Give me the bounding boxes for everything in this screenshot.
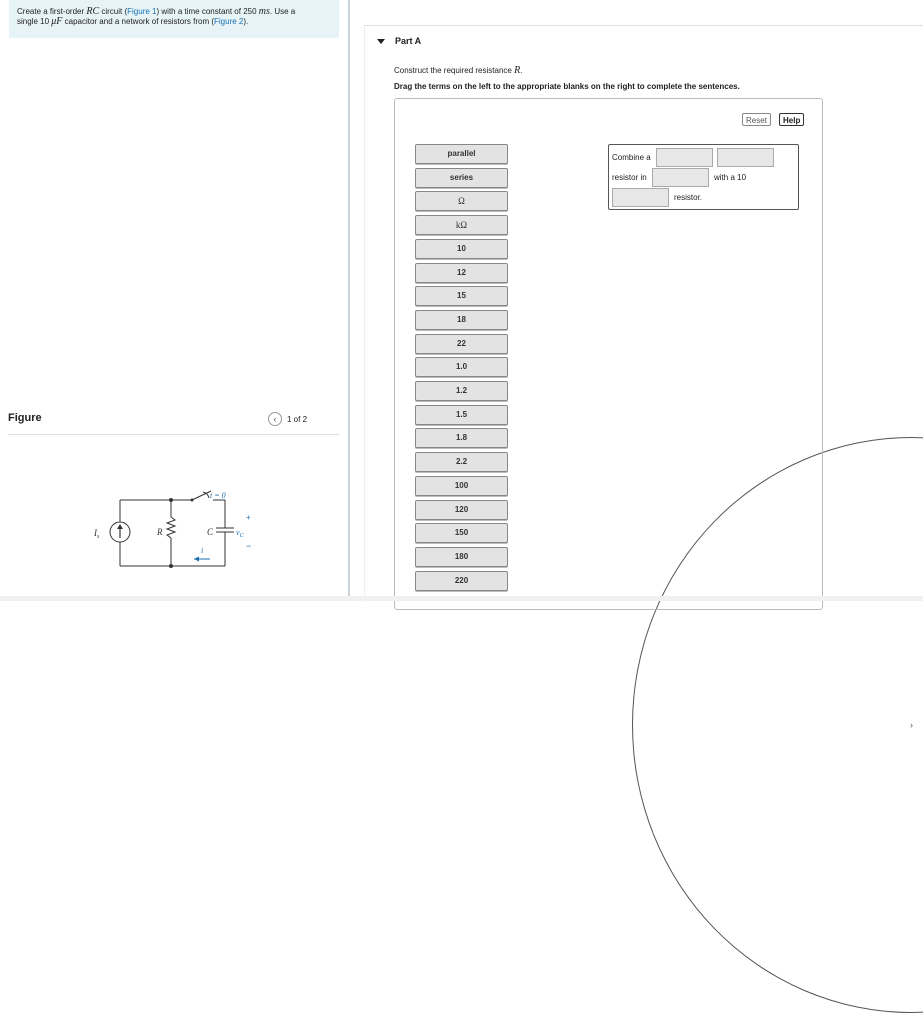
prev-figure-button[interactable] <box>268 412 282 426</box>
sentence-text: Combine a <box>612 153 651 162</box>
term-chip[interactable]: 1.5 <box>415 405 508 425</box>
figure-divider <box>8 434 339 435</box>
chevron-left-icon: ‹ <box>273 414 277 424</box>
instruction-drag: Drag the terms on the left to the appropriate blanks on the right to complete the sentences. <box>394 82 740 91</box>
figure-page-count: 1 of 2 <box>287 414 308 424</box>
ms-unit: ms <box>258 6 270 17</box>
term-chip[interactable]: 150 <box>415 523 508 543</box>
is-label: $I_s$ <box>94 528 100 540</box>
term-chip[interactable]: parallel <box>415 144 508 164</box>
instruction-text: . <box>520 66 523 75</box>
term-chip[interactable]: 180 <box>415 547 508 567</box>
uf-unit: μF <box>51 16 63 27</box>
help-button[interactable]: Help <box>779 113 804 126</box>
problem-statement <box>9 0 339 38</box>
problem-text: Create a first-order <box>17 7 87 16</box>
part-title: Part A <box>395 36 422 46</box>
figure-1-link[interactable]: Figure 1 <box>127 7 157 16</box>
circuit-diagram <box>80 486 280 576</box>
sentence-text: resistor in <box>612 173 647 182</box>
vc-label: $v_C$ <box>236 528 244 539</box>
problem-text: . Use a <box>269 7 296 16</box>
part-a-panel <box>364 25 923 602</box>
chevron-right-icon: › <box>910 720 913 730</box>
problem-text: ). <box>243 17 249 26</box>
collapse-triangle-icon[interactable] <box>377 39 385 44</box>
reset-button[interactable]: Reset <box>742 113 771 126</box>
r-label: R <box>157 527 163 537</box>
term-chip[interactable]: 2.2 <box>415 452 508 472</box>
drop-blank-2[interactable] <box>717 148 774 167</box>
term-chip[interactable]: 1.2 <box>415 381 508 401</box>
sentence-text: resistor. <box>674 193 703 202</box>
problem-text: single 10 <box>17 17 52 26</box>
term-chip[interactable]: Ω <box>415 191 508 211</box>
term-chip[interactable]: 1.8 <box>415 428 508 448</box>
drop-blank-4[interactable] <box>612 188 669 207</box>
drop-blank-3[interactable] <box>652 168 709 187</box>
plus-sign: + <box>246 513 251 522</box>
sentence-text: with a 10 <box>714 173 747 182</box>
drag-drop-area <box>394 98 823 610</box>
c-label: C <box>207 527 214 537</box>
term-chip[interactable]: 12 <box>415 263 508 283</box>
instruction-text: Construct the required resistance <box>394 66 515 75</box>
instruction-construct <box>394 65 522 76</box>
minus-sign: − <box>246 541 252 551</box>
problem-text: ) with a time constant of 250 <box>156 7 259 16</box>
i-label: i <box>201 546 204 555</box>
figure-heading: Figure <box>8 412 42 424</box>
term-chip[interactable]: 15 <box>415 286 508 306</box>
term-chip[interactable]: kΩ <box>415 215 508 235</box>
term-chip[interactable]: 22 <box>415 334 508 354</box>
term-chip[interactable]: 120 <box>415 500 508 520</box>
sentence-box <box>608 144 799 210</box>
term-chip[interactable]: 18 <box>415 310 508 330</box>
problem-text: circuit ( <box>99 7 128 16</box>
term-chip[interactable]: 1.0 <box>415 357 508 377</box>
term-chip[interactable]: 10 <box>415 239 508 259</box>
term-chip[interactable]: series <box>415 168 508 188</box>
term-chip[interactable]: 100 <box>415 476 508 496</box>
term-chip[interactable]: 220 <box>415 571 508 591</box>
t0-label: t = 0 <box>210 491 226 500</box>
rc-symbol: RC <box>86 6 100 17</box>
bottom-bar <box>0 596 923 601</box>
drop-blank-1[interactable] <box>656 148 713 167</box>
problem-text: capacitor and a network of resistors from ( <box>62 17 215 26</box>
r-variable: R <box>514 65 521 76</box>
part-a-header[interactable] <box>377 36 421 46</box>
figure-2-link[interactable]: Figure 2 <box>214 17 244 26</box>
